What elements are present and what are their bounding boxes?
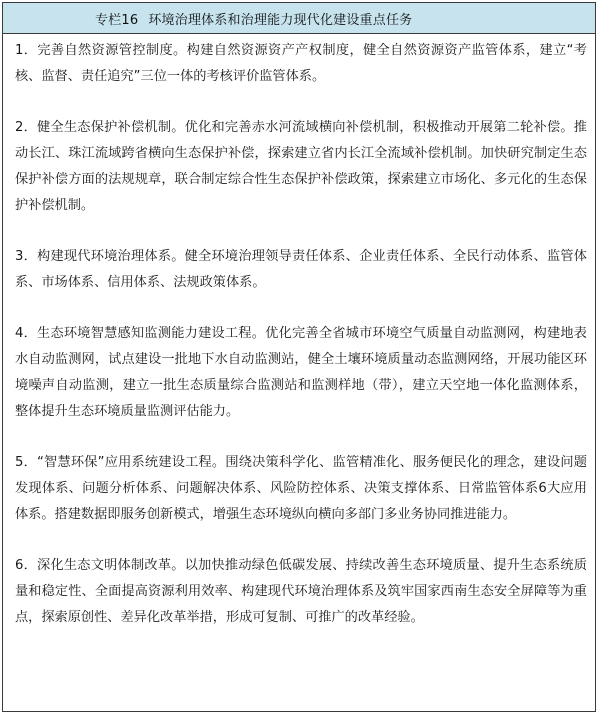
column-box xyxy=(2,2,596,712)
column-title: 环境治理体系和治理能力现代化建设重点任务 xyxy=(148,12,413,28)
task-item-1: 1．完善自然资源管控制度。构建自然资源资产产权制度，健全自然资源资产监管体系，建立“考核、监督、责任追究”三位一体的考核评价监管体系。 xyxy=(15,43,587,84)
column-content xyxy=(3,34,595,631)
task-item-5: 5．“智慧环保”应用系统建设工程。围绕决策科学化、监管精准化、服务便民化的理念，建设问题发现体系、问题分析体系、问题解决体系、风险防控体系、决策支撑体系、日常监管体系6大应用体系。搭建数据即服务创新模式，增强生态环境纵向横向多部门多业务协同推进能力。 xyxy=(15,455,587,522)
task-item-4: 4．生态环境智慧感知监测能力建设工程。优化完善全省城市环境空气质量自动监测网，构建地表水自动监测网，试点建设一批地下水自动监测站，健全土壤环境质量动态监测网络，开展功能区环境噪声自动监测，建立一批生态质量综合监测站和监测样地（带），建立天空地一体化监测体系，整体提升生态环境质量监测评估能力。 xyxy=(15,326,587,419)
task-item-2: 2．健全生态保护补偿机制。优化和完善赤水河流域横向补偿机制，积极推动开展第二轮补偿。推动长江、珠江流域跨省横向生态保护补偿，探索建立省内长江全流域补偿机制。加快研究制定生态保护补偿方面的法规规章，联合制定综合性生态保护补偿政策，探索建立市场化、多元化的生态保护补偿机制。 xyxy=(15,120,587,213)
column-header xyxy=(3,3,595,34)
column-tag: 专栏16 xyxy=(95,12,139,28)
task-item-3: 3．构建现代环境治理体系。健全环境治理领导责任体系、企业责任体系、全民行动体系、监管体系、市场体系、信用体系、法规政策体系。 xyxy=(15,249,587,290)
task-item-6: 6．深化生态文明体制改革。以加快推动绿色低碳发展、持续改善生态环境质量、提升生态系统质量和稳定性、全面提高资源利用效率、构建现代环境治理体系及筑牢国家西南生态安全屏障等为重点，探索原创性、差异化改革举措，形成可复制、可推广的改革经验。 xyxy=(15,558,587,625)
